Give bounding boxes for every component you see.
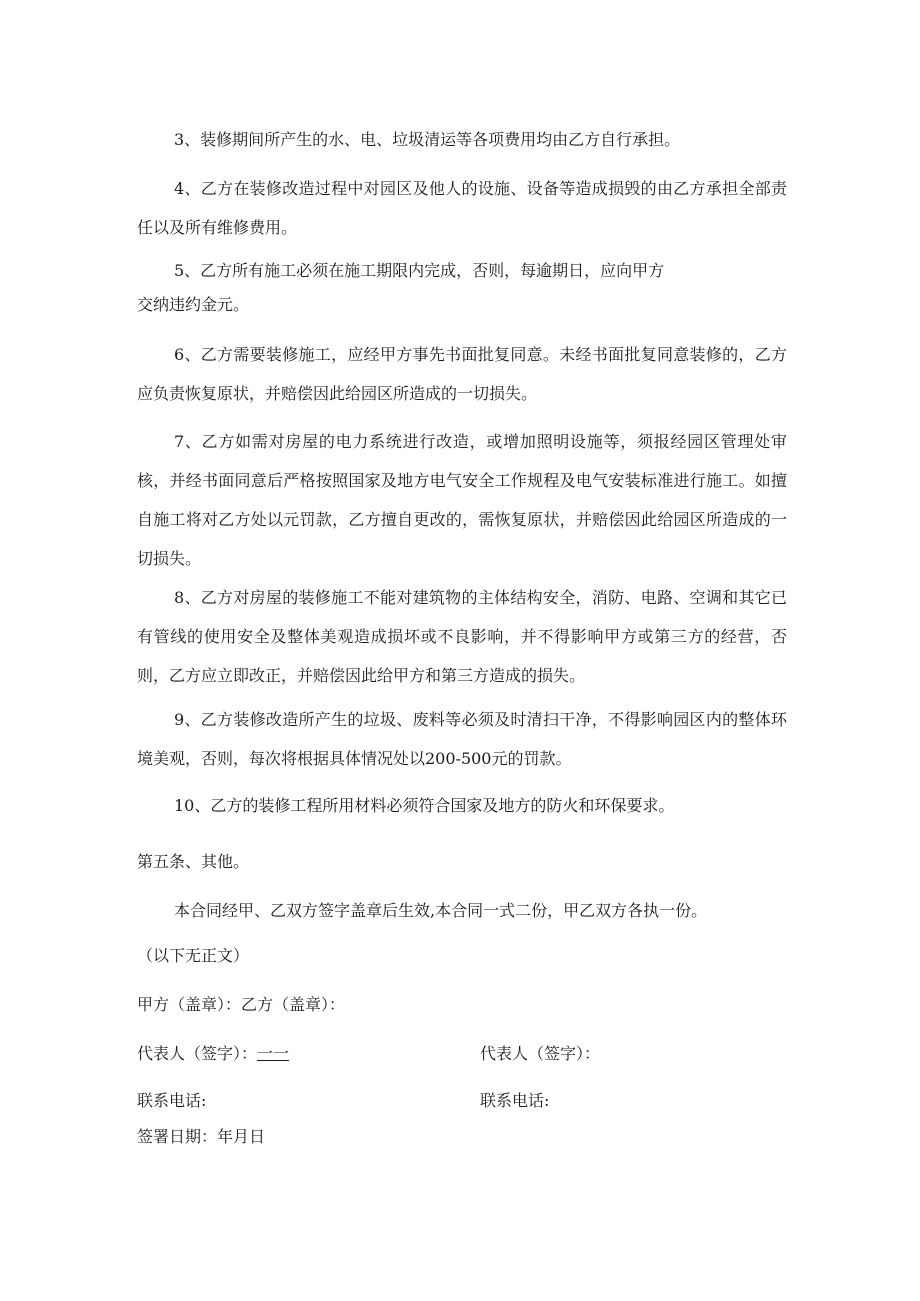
clause-3: 3、装修期间所产生的水、电、垃圾清运等各项费用均由乙方自行承担。 (174, 130, 681, 149)
clause-5-line-2: 交纳违约金元。 (137, 295, 250, 314)
article-5-heading: 第五条、其他。 (137, 852, 250, 871)
article-5-body: 本合同经甲、乙双方签字盖章后生效,本合同一式二份，甲乙双方各执一份。 (174, 901, 708, 920)
parties-seal-line: 甲方（盖章）：乙方（盖章）： (137, 995, 346, 1014)
representative-a-blank: 一一 (257, 1044, 290, 1063)
representative-a (137, 1043, 289, 1065)
clause-9: 9、乙方装修改造所产生的垃圾、废料等必须及时清扫干净，不得影响园区内的整体环境美观，否则，每次将根据具体情况处以200-500元的罚款。 (137, 710, 787, 768)
phone-a-label: 联系电话: (137, 1091, 207, 1110)
clause-8: 8、乙方对房屋的装修施工不能对建筑物的主体结构安全，消防、电路、空调和其它已有管线的使用安全及整体美观造成损坏或不良影响，并不得影响甲方或第三方的经营，否则，乙方应立即改正，并赔偿因此给甲方和第三方造成的损失。 (137, 588, 787, 685)
end-of-text-note: （以下无正文） (137, 946, 250, 965)
representative-a-label: 代表人（签字）： (137, 1044, 258, 1063)
clause-4: 4、乙方在装修改造过程中对园区及他人的设施、设备等造成损毁的由乙方承担全部责任以及所有维修费用。 (137, 179, 787, 237)
signing-date: 签署日期：年月日 (137, 1127, 266, 1146)
phone-b-label: 联系电话: (480, 1091, 550, 1110)
clause-10: 10、乙方的装修工程所用材料必须符合国家及地方的防火和环保要求。 (174, 796, 675, 815)
representative-b-label: 代表人（签字）： (480, 1044, 601, 1063)
clause-7: 7、乙方如需对房屋的电力系统进行改造，或增加照明设施等，须报经园区管理处审核，并经书面同意后严格按照国家及地方电气安全工作规程及电气安装标准进行施工。如擅自施工将对乙方处以元罚款，乙方擅自更改的，需恢复原状，并赔偿因此给园区所造成的一切损失。 (137, 432, 787, 568)
clause-6: 6、乙方需要装修施工，应经甲方事先书面批复同意。未经书面批复同意装修的，乙方应负责恢复原状，并赔偿因此给园区所造成的一切损失。 (137, 345, 787, 403)
clause-5-line-1: 5、乙方所有施工必须在施工期限内完成，否则，每逾期日，应向甲方 (174, 261, 665, 280)
